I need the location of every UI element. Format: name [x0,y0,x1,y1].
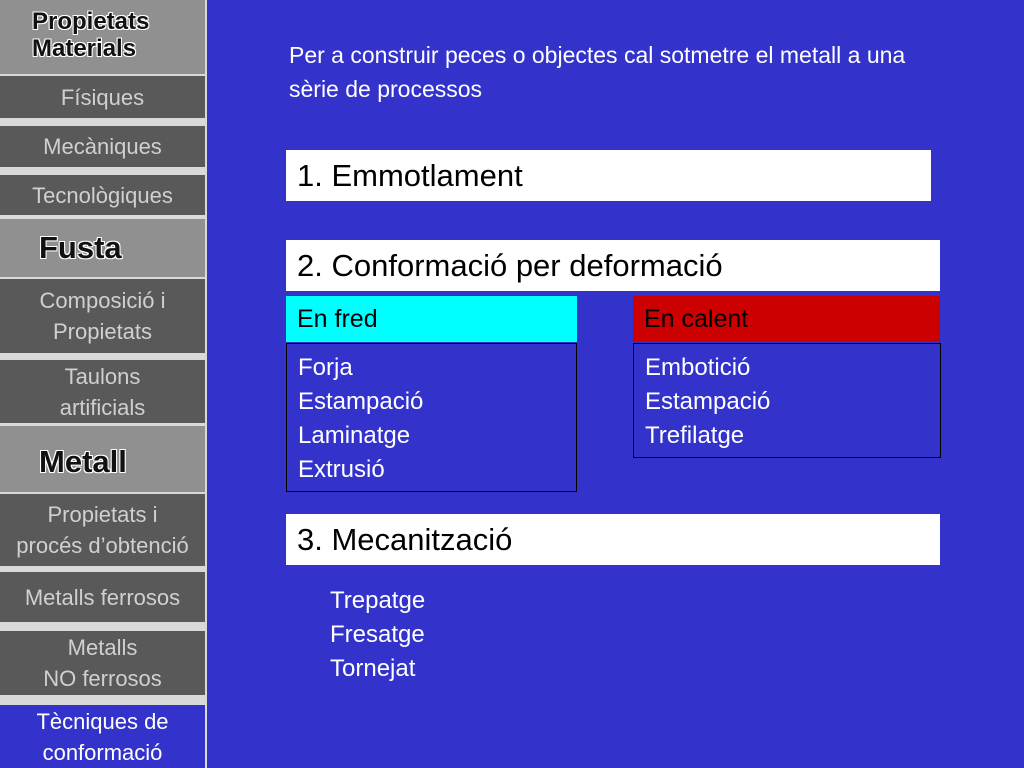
section-heading-fusta [0,219,205,277]
cold-process-list [286,343,577,492]
list-item: Estampació [298,388,424,415]
list-item: Fresatge [330,621,425,648]
intro-text: Per a construir peces o objectes cal sotmetre el metall a una sèrie de processos [289,42,906,102]
nav-item-composicio-propietats[interactable]: Composició i Propietats [0,279,205,353]
list-item: Laminatge [298,422,411,449]
process-box-emmotlament: 1. Emmotlament [286,150,931,201]
list-item: Trepatge [330,587,426,614]
nav-item-metalls-ferrosos[interactable]: Metalls ferrosos [0,572,205,622]
sidebar-title [0,0,205,74]
list-item: Tornejat [330,655,416,682]
sidebar-nav [0,0,207,768]
machining-process-list [330,584,425,686]
nav-item-tecnologiques[interactable]: Tecnològiques [0,175,205,215]
sidebar-title-line1: Propietats [32,8,150,35]
process-box-conformacio: 2. Conformació per deformació [286,240,940,291]
sidebar-title-line2: Materials [32,35,137,62]
nav-item-taulons-artificials[interactable]: Taulons artificials [0,360,205,423]
list-item: Extrusió [298,456,385,483]
nav-item-propietats-proces[interactable]: Propietats i procés d’obtenció [0,494,205,566]
nav-item-mecaniques[interactable]: Mecàniques [0,126,205,167]
hot-label: En calent [633,296,940,342]
section-heading-metall-label: Metall [39,444,127,479]
list-item: Estampació [645,388,771,415]
section-heading-metall [0,426,205,492]
list-item: Embotició [645,354,751,381]
process-box-mecanitzacio: 3. Mecanització [286,514,940,565]
cold-label: En fred [286,296,577,342]
hot-process-list [633,343,941,458]
list-item: Forja [298,354,353,381]
nav-item-fisiques[interactable]: Físiques [0,76,205,118]
nav-item-tecniques-conformacio[interactable]: Tècniques de conformació [0,705,205,768]
section-heading-fusta-label: Fusta [39,230,122,265]
nav-item-metalls-no-ferrosos[interactable]: Metalls NO ferrosos [0,631,205,695]
list-item: Trefilatge [645,422,745,449]
